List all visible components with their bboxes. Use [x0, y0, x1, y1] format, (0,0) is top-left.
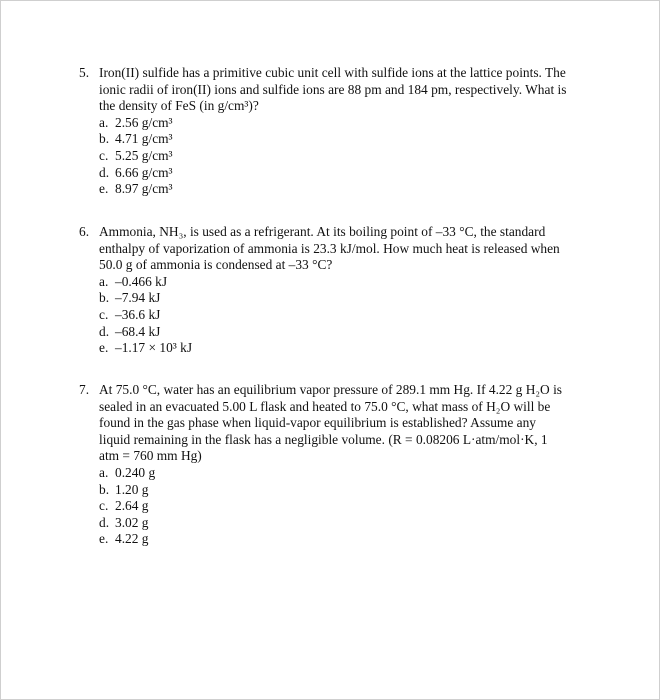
choice-text: –68.4 kJ [115, 323, 161, 339]
question-stem [79, 224, 579, 274]
question-text: Iron(II) sulfide has a primitive cubic unit cell with sulfide ions at the lattice points. The ionic radii of iron(II) ions and sulfide ions are 88 pm and 184 pm, respectively. What is the density of FeS (in g/cm³)? [99, 65, 567, 114]
question-text: Ammonia, NH₃, is used as a refrigerant. At its boiling point of –33 °C, the standard enthalpy of vaporization of ammonia is 23.3 kJ/mol. How much heat is released when 50.0 g of ammonia is condensed at –33 °C? [99, 224, 560, 273]
choice-letter: a. [99, 273, 109, 289]
answer-choices [79, 274, 579, 357]
answer-choice [99, 498, 579, 515]
answer-choices [79, 465, 579, 548]
question-5 [79, 65, 579, 198]
answer-choice [99, 515, 579, 532]
answer-choice [99, 181, 579, 198]
answer-choice [99, 307, 579, 324]
question-7 [79, 382, 579, 548]
choice-text: 2.56 g/cm³ [115, 114, 173, 130]
question-stem [79, 65, 579, 115]
choice-text: 4.71 g/cm³ [115, 131, 173, 147]
answer-choice [99, 290, 579, 307]
choice-text: 2.64 g [115, 498, 149, 514]
question-number: 6. [79, 224, 90, 239]
answer-choices [79, 115, 579, 198]
answer-choice [99, 131, 579, 148]
choice-text: 6.66 g/cm³ [115, 164, 173, 180]
choice-letter: e. [99, 181, 109, 197]
choice-text: 1.20 g [115, 481, 149, 497]
answer-choice [99, 165, 579, 182]
choice-text: –36.6 kJ [115, 306, 161, 322]
choice-text: 8.97 g/cm³ [115, 181, 173, 197]
choice-letter: c. [99, 498, 109, 514]
answer-choice [99, 482, 579, 499]
choice-letter: d. [99, 323, 110, 339]
choice-letter: b. [99, 131, 110, 147]
choice-letter: a. [99, 114, 109, 130]
choice-text: –0.466 kJ [115, 273, 168, 289]
choice-letter: b. [99, 481, 110, 497]
answer-choice [99, 324, 579, 341]
answer-choice [99, 531, 579, 548]
choice-text: –7.94 kJ [115, 290, 161, 306]
choice-text: 4.22 g [115, 531, 149, 547]
answer-choice [99, 148, 579, 165]
choice-letter: c. [99, 306, 109, 322]
choice-text: 3.02 g [115, 514, 149, 530]
question-6 [79, 224, 579, 357]
choice-letter: d. [99, 164, 110, 180]
question-text: At 75.0 °C, water has an equilibrium vapor pressure of 289.1 mm Hg. If 4.22 g H₂O is sealed in an evacuated 5.00 L flask and heated to 75.0 °C, what mass of H₂O will be found in the gas phase when liquid-vapor equilibrium is established? Assume any liquid remaining in the flask has a negligible volume. (R = 0.08206 L·atm/mol·K, 1 atm = 760 mm Hg) [99, 382, 562, 464]
choice-text: 5.25 g/cm³ [115, 147, 173, 163]
choice-letter: e. [99, 340, 109, 356]
question-number: 7. [79, 382, 90, 397]
choice-letter: a. [99, 464, 109, 480]
answer-choice [99, 340, 579, 357]
choice-letter: d. [99, 514, 110, 530]
answer-choice [99, 465, 579, 482]
answer-choice [99, 115, 579, 132]
choice-letter: c. [99, 147, 109, 163]
choice-letter: b. [99, 290, 110, 306]
question-number: 5. [79, 65, 90, 80]
answer-choice [99, 274, 579, 291]
choice-text: –1.17 × 10³ kJ [115, 340, 193, 356]
question-stem [79, 382, 579, 465]
choice-letter: e. [99, 531, 109, 547]
choice-text: 0.240 g [115, 464, 156, 480]
